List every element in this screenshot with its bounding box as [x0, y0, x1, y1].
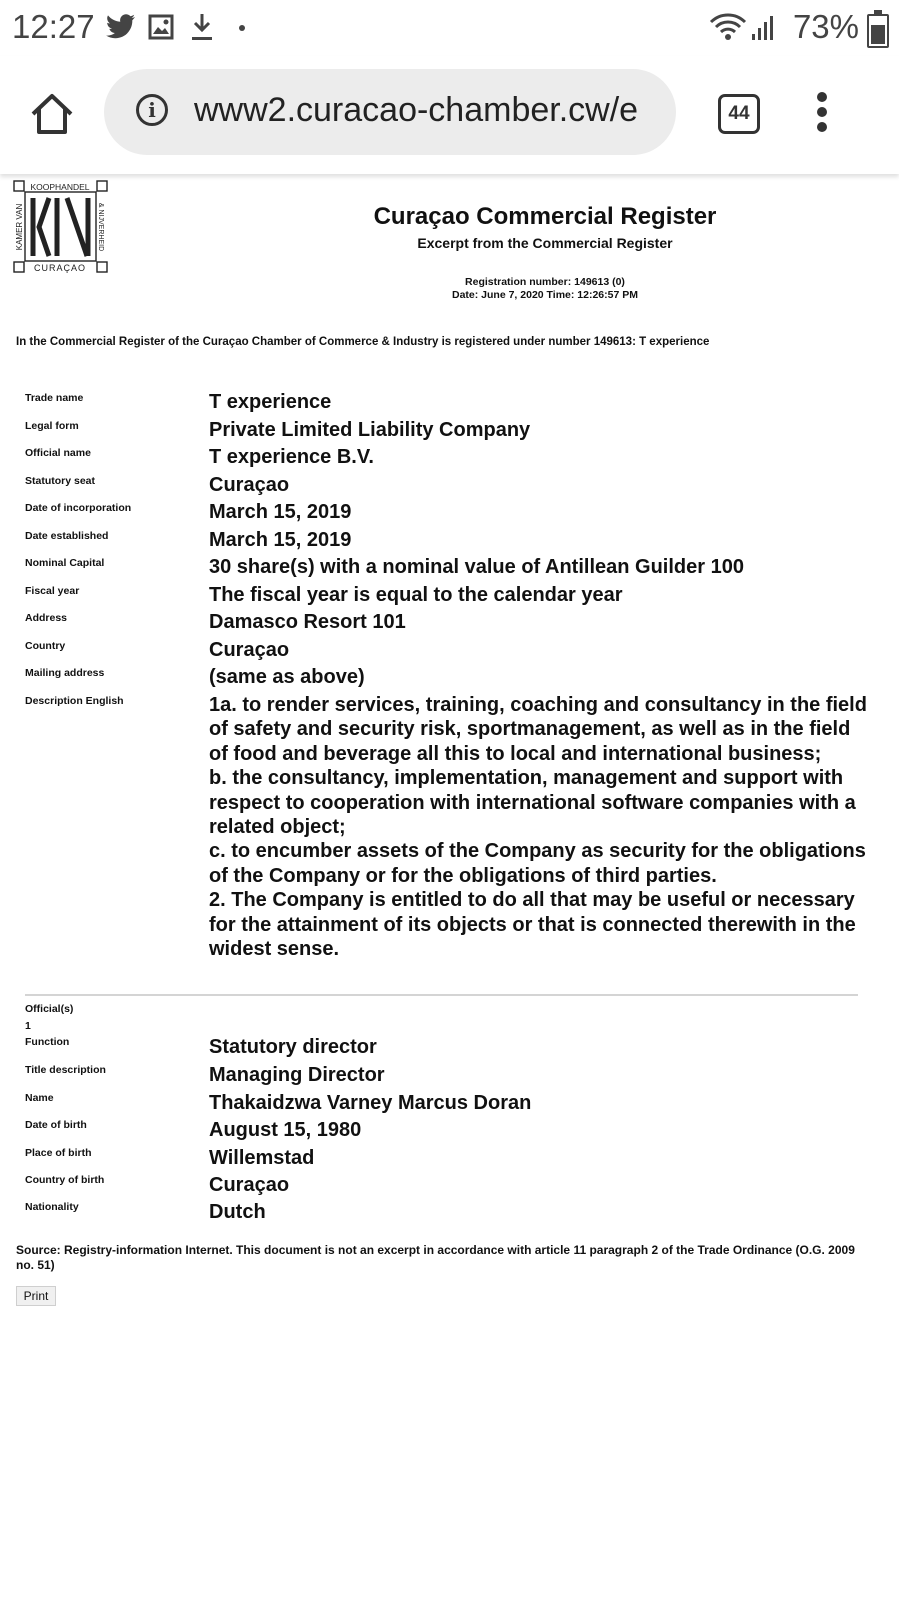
chamber-logo	[13, 180, 108, 274]
detail-label: Address	[25, 612, 68, 624]
detail-label: Statutory seat	[25, 475, 96, 487]
registration-meta	[330, 276, 760, 302]
info-icon[interactable]: i	[136, 94, 168, 126]
detail-value: March 15, 2019	[209, 529, 352, 551]
description-line: b. the consultancy, implementation, management and support with	[209, 767, 844, 790]
detail-value: The fiscal year is equal to the calendar year	[209, 584, 623, 606]
intro-text: In the Commercial Register of the Curaçao Chamber of Commerce & Industry is registered under number 149613: T experience	[16, 336, 710, 348]
description-line: widest sense.	[209, 938, 340, 961]
detail-value: Curaçao	[209, 474, 290, 496]
address-bar[interactable]	[104, 69, 676, 155]
page-subtitle: Excerpt from the Commercial Register	[417, 235, 673, 251]
print-button[interactable]: Print	[16, 1286, 56, 1306]
detail-value: March 15, 2019	[209, 501, 352, 523]
description-line: of the Company or for the obligations of third parties.	[209, 864, 717, 887]
detail-value: T experience	[209, 391, 332, 413]
logo-text-top: KOOPHANDEL	[30, 182, 90, 192]
logo-mark	[33, 198, 88, 256]
detail-label: Fiscal year	[25, 585, 80, 597]
register-header	[330, 203, 760, 251]
official-label: Name	[25, 1092, 54, 1104]
official-value: Statutory director	[209, 1036, 377, 1058]
official-label: Country of birth	[25, 1174, 105, 1186]
official-value: Managing Director	[209, 1064, 385, 1086]
section-divider	[25, 994, 858, 996]
description-line: for the attainment of its objects or that is connected therewith in the	[209, 913, 856, 936]
official-value: Curaçao	[209, 1174, 290, 1196]
official-value: Thakaidzwa Varney Marcus Doran	[209, 1092, 532, 1114]
detail-value: Curaçao	[209, 639, 290, 661]
detail-label: Trade name	[25, 392, 84, 404]
official-number: 1	[25, 1020, 31, 1032]
url-text[interactable]: www2.curacao-chamber.cw/e	[194, 91, 639, 129]
detail-label: Date established	[25, 530, 109, 542]
battery-level	[871, 25, 885, 44]
detail-value: (same as above)	[209, 666, 365, 688]
status-time: 12:27	[12, 8, 95, 45]
page-title: Curaçao Commercial Register	[373, 203, 717, 230]
official-label: Date of birth	[25, 1119, 87, 1131]
description-value	[209, 693, 867, 961]
detail-label: Description English	[25, 695, 124, 707]
detail-label: Nominal Capital	[25, 557, 105, 569]
status-bar	[0, 0, 899, 56]
home-icon[interactable]	[28, 90, 76, 138]
official-value: August 15, 1980	[209, 1119, 362, 1141]
description-line: of food and beverage all this to local and international business;	[209, 742, 822, 765]
official-label: Place of birth	[25, 1147, 92, 1159]
detail-value: Private Limited Liability Company	[209, 419, 531, 441]
official-value: Willemstad	[209, 1147, 315, 1169]
detail-label: Country	[25, 640, 66, 652]
official-value: Dutch	[209, 1201, 266, 1223]
logo-text-left: KAMER VAN	[15, 203, 24, 251]
description-line: 1a. to render services, training, coaching and consultancy in the field	[209, 694, 867, 716]
detail-value: Damasco Resort 101	[209, 611, 406, 633]
detail-value: 30 share(s) with a nominal value of Antillean Guilder 100	[209, 556, 744, 578]
description-line: respect to cooperation with international software companies with a	[209, 791, 856, 814]
detail-value: T experience B.V.	[209, 446, 374, 468]
logo-text-bottom: CURAÇAO	[33, 263, 87, 273]
battery-percentage: 73%	[792, 8, 859, 45]
more-options-icon[interactable]	[816, 92, 828, 140]
officials-heading: Official(s)	[25, 1003, 74, 1015]
official-label: Title description	[25, 1064, 106, 1076]
official-label: Nationality	[25, 1201, 79, 1213]
registration-date: Date: June 7, 2020 Time: 12:26:57 PM	[452, 289, 638, 301]
dot-icon	[238, 24, 246, 32]
detail-label: Mailing address	[25, 667, 105, 679]
source-note: Source: Registry-information Internet. This document is not an excerpt in accordance with article 11 paragraph 2 of the Trade Ordinance (O.G. 2009 no. 51)	[16, 1243, 855, 1272]
battery-icon	[867, 14, 889, 48]
wifi-icon	[708, 12, 748, 42]
logo-text-right: & NIJVERHEID	[97, 202, 104, 252]
official-label: Function	[25, 1036, 70, 1048]
signal-icon	[750, 14, 776, 42]
description-line: of safety and security risk, sportmanagement, as well as in the field	[209, 718, 851, 741]
detail-label: Legal form	[25, 420, 79, 432]
detail-label: Official name	[25, 447, 91, 459]
description-line: c. to encumber assets of the Company as security for the obligations	[209, 840, 866, 863]
detail-label: Date of incorporation	[25, 502, 132, 514]
description-line: 2. The Company is entitled to do all that may be useful or necessary	[209, 889, 855, 912]
description-line: related object;	[209, 816, 346, 839]
twitter-icon	[106, 14, 136, 40]
browser-toolbar	[0, 56, 899, 174]
image-icon	[148, 14, 174, 40]
registration-number: Registration number: 149613 (0)	[465, 276, 625, 288]
tab-switcher-button[interactable]: 44	[718, 94, 760, 134]
download-icon	[190, 12, 214, 42]
